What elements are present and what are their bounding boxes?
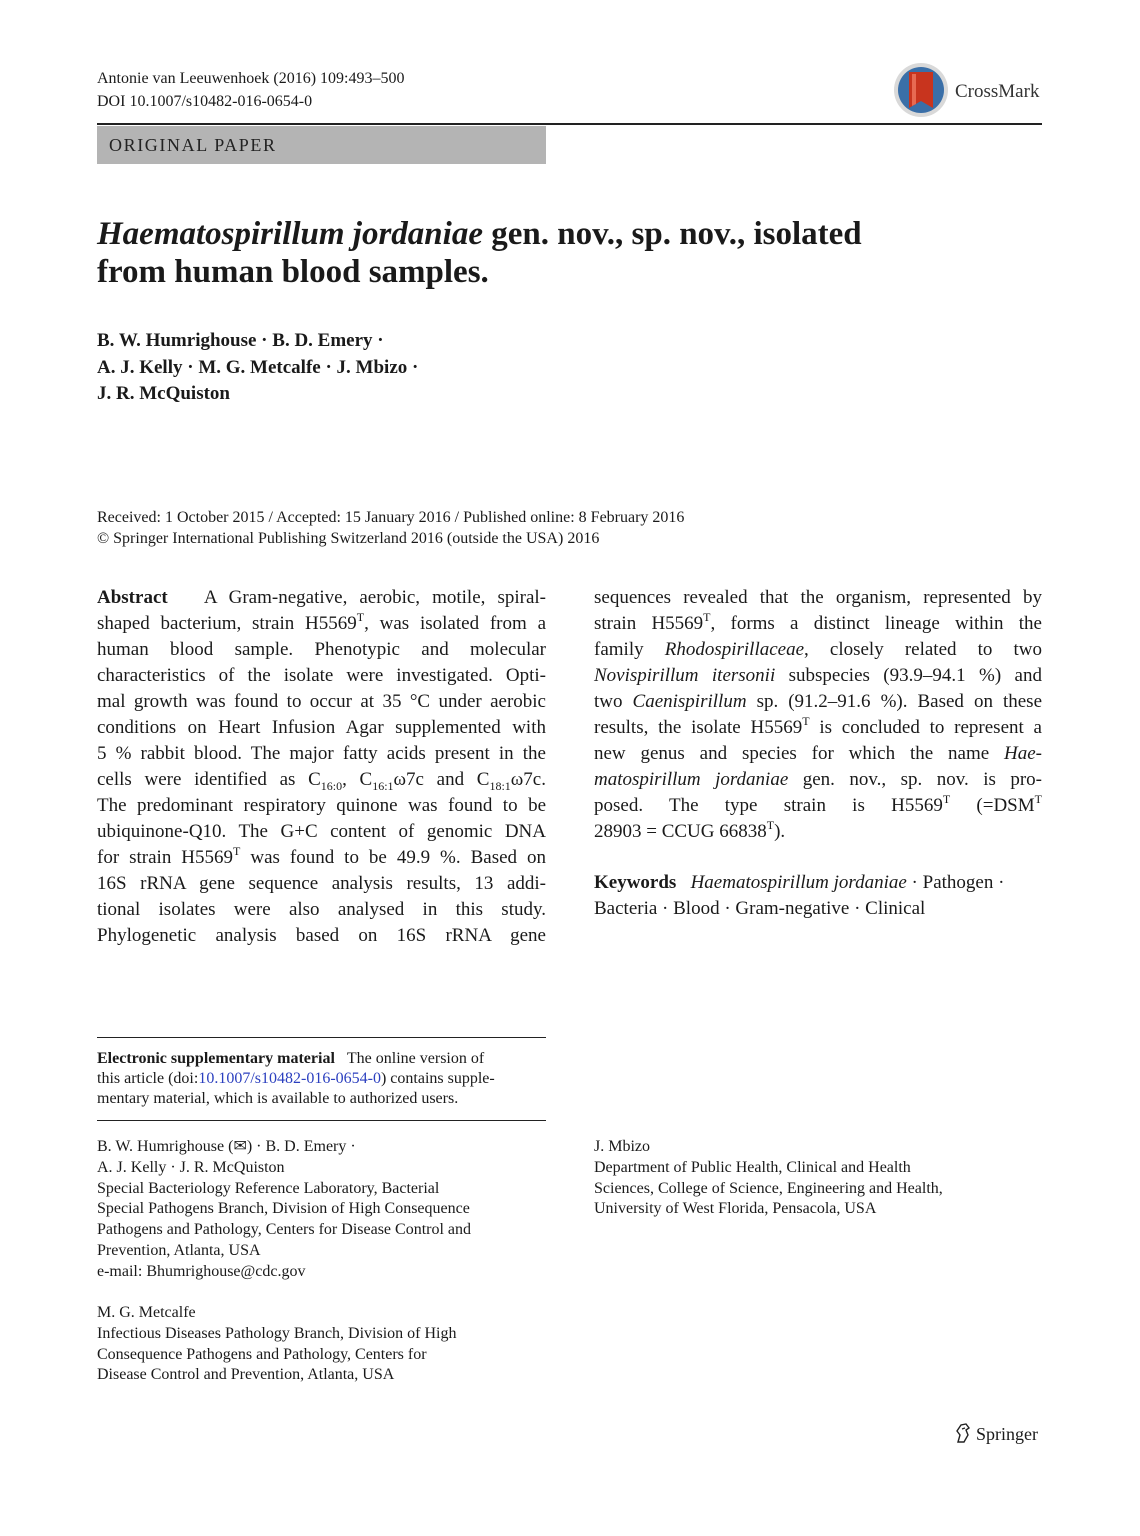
article-title: [97, 215, 947, 291]
abstract-line: sequences revealed that the organism, represented by: [594, 587, 1042, 608]
abstract-line: 16S rRNA gene sequence analysis results, 13 addi-: [97, 873, 546, 894]
abstract-line: results, the isolate $H5569^T$ is concluded to represent a: [594, 713, 1042, 738]
doi-line: DOI 10.1007/s10482-016-0654-0: [97, 93, 313, 110]
keywords: [594, 870, 1042, 922]
abstract-line: strain $H5569^T$, forms a distinct lineage within the: [594, 609, 1042, 634]
title-rest: gen. nov., sp. nov., isolated: [482, 216, 862, 252]
abstract-line: The predominant respiratory quinone was found to be: [97, 795, 546, 816]
abstract-line: Abstract A Gram-negative, aerobic, motile, spiral-: [97, 587, 546, 608]
abstract-line: Novispirillum itersonii subspecies (93.9–94.1 %) and: [594, 665, 1042, 686]
author-line: B. W. Humrighouse · B. D. Emery ·: [97, 330, 384, 351]
author-list: [97, 328, 418, 408]
abstract-right-column: [594, 585, 1042, 845]
abstract-line: matospirillum jordaniae gen. nov., sp. nov. is pro-: [594, 769, 1043, 790]
crossmark-badge[interactable]: [893, 62, 1043, 118]
journal-line: Antonie van Leeuwenhoek (2016) 109:493–500: [97, 70, 405, 87]
keywords-line2: Bacteria · Blood · Gram-negative · Clinical: [594, 898, 926, 919]
abstract-line: 28903 = CCUG $66838^T$).: [594, 817, 786, 842]
abstract-line: human blood sample. Phenotypic and molecular: [97, 639, 546, 660]
abstract-line: mal growth was found to occur at 35 °C under aerobic: [97, 691, 546, 712]
title-species: Haematospirillum jordaniae: [97, 216, 483, 252]
received-accepted-published: Received: 1 October 2015 / Accepted: 15 January 2016 / Published online: 8 February 2016: [97, 509, 685, 526]
abstract-line: conditions on Heart Infusion Agar supplemented with: [97, 717, 546, 738]
abstract-line: family Rhodospirillaceae, closely related to two: [594, 639, 1042, 660]
abstract-line: 5 % rabbit blood. The major fatty acids present in the: [97, 743, 546, 764]
publisher-name: Springer: [976, 1424, 1038, 1444]
affiliation-cdc: B. W. Humrighouse (✉) · B. D. Emery · A. J. Kelly · J. R. McQuiston Special Bacteriology Reference Laboratory, Bacterial Special Pathogens Branch, Division of High Consequence Pathogens and Pathology, Centers for Disease Control and Prevention, Atlanta, USA e-mail: Bhumrighouse@cdc.gov: [97, 1137, 557, 1283]
author-line: A. J. Kelly · M. G. Metcalfe · J. Mbizo ·: [97, 356, 419, 378]
abstract-line: tional isolates were also analysed in this study.: [97, 899, 546, 920]
springer-horse-icon: [954, 1423, 972, 1443]
abstract-line: two Caenispirillum sp. (91.2–91.6 %). Based on these: [594, 691, 1043, 712]
crossmark-label: CrossMark: [955, 81, 1040, 102]
section-band: ORIGINAL PAPER: [97, 126, 546, 164]
history-dates: [97, 507, 684, 549]
abstract-line: Phylogenetic analysis based on 16S rRNA gene: [97, 925, 546, 946]
footnote-rule: [97, 1120, 546, 1121]
supplementary-note: Electronic supplementary material The online version of this article (doi:10.1007/s10482-016-0654-0) contains supple- mentary material, which is available to authorized users.: [97, 1050, 495, 1107]
header-rule: [97, 123, 1042, 125]
abstract-line: characteristics of the isolate were investigated. Opti-: [97, 665, 546, 686]
abstract-left-column: [97, 585, 546, 949]
crossmark-logo: [893, 62, 949, 118]
affiliation-mbizo: J. Mbizo Department of Public Health, Clinical and Health Sciences, College of Science, Engineering and Health, University of West Florida, Pensacola, USA: [594, 1138, 943, 1218]
keyword-species: Haematospirillum jordaniae: [690, 872, 907, 893]
email[interactable]: e-mail: Bhumrighouse@cdc.gov: [97, 1262, 306, 1280]
footnote-rule: [97, 1037, 546, 1038]
doi-link[interactable]: 10.1007/s10482-016-0654-0: [198, 1070, 381, 1087]
journal-citation: [97, 67, 404, 113]
title-line2: from human blood samples.: [97, 254, 489, 290]
abstract-line: cells were identified as $C_{16:0}$, $C_{16:1}\omega 7c$ and $C_{18:1}\omega 7c$.: [97, 769, 546, 793]
abstract-line: ubiquinone-Q10. The G+C content of genomic DNA: [97, 821, 546, 842]
copyright-line: © Springer International Publishing Switzerland 2016 (outside the USA) 2016: [97, 530, 600, 547]
abstract-line: shaped bacterium, strain $H5569^T$, was isolated from a: [97, 609, 547, 634]
esm-heading: Electronic supplementary material: [97, 1050, 335, 1067]
abstract-line: new genus and species for which the name Hae-: [594, 743, 1042, 764]
keywords-heading: Keywords: [594, 872, 677, 893]
publisher-logo: [954, 1423, 1038, 1445]
affiliation-metcalfe: M. G. Metcalfe Infectious Diseases Pathology Branch, Division of High Consequence Pathogens and Pathology, Centers for Disease Control and Prevention, Atlanta, USA: [97, 1304, 457, 1384]
abstract-line: posed. The type strain is $H5569^T$ ($=DSM^T$: [594, 791, 1042, 816]
abstract-line: for strain $H5569^T$ was found to be 49.9 %. Based on: [97, 843, 546, 868]
abstract-heading: Abstract: [97, 587, 168, 608]
keywords-rest: · Pathogen ·: [906, 872, 1005, 893]
author-line: J. R. McQuiston: [97, 383, 230, 404]
